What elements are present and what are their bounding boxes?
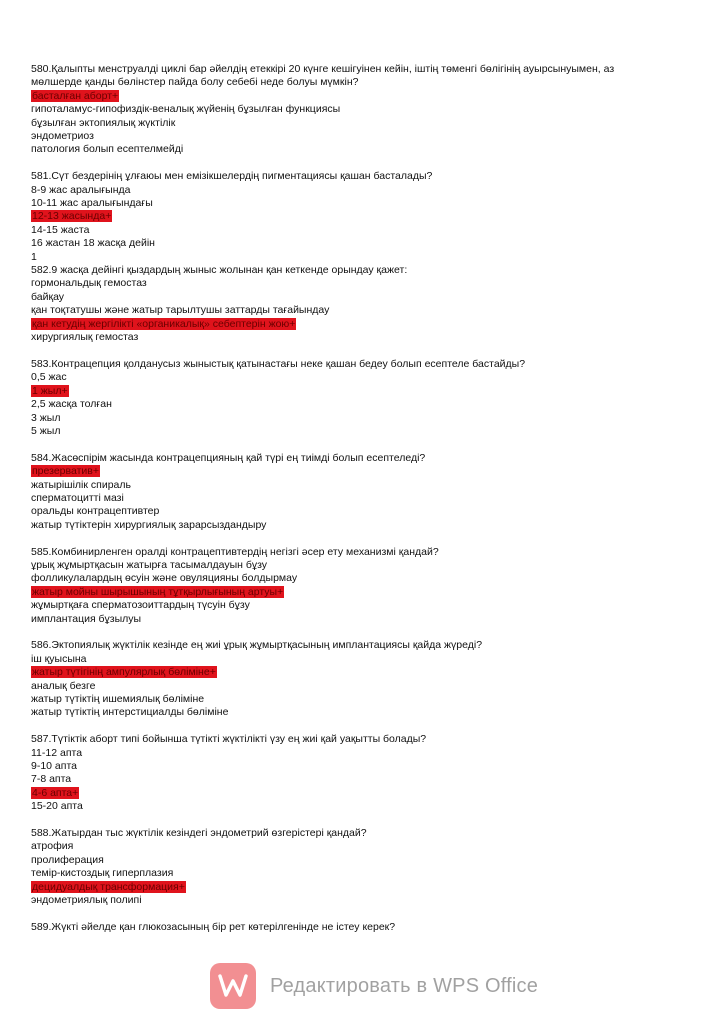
correct-answer [31,385,701,398]
answer-option: гормональдық гемостаз [31,277,147,290]
correct-answer [31,465,701,478]
correct-answer-highlight: қан кетудің жергілікті «органикалық» себептерін жою+ [32,317,296,330]
answer-option: 10-11 жас аралығындағы [31,197,153,210]
answer-option: іш қуысына [31,652,87,665]
question-text: 582.9 жасқа дейінгі қыздардың жыныс жолынан қан кеткенде орындау қажет: [31,264,408,277]
answer-option: 3 жыл [31,411,61,424]
answer-option: 9-10 апта [31,760,77,773]
answer-option: патология болып есептелмейді [31,143,184,156]
answer-option: 7-8 апта [31,773,72,786]
answer-option: аналық безге [31,679,96,692]
correct-answer [31,666,701,679]
answer-option: жатыр түтіктің интерстициалды бөлiмiне [31,706,229,719]
correct-answer [31,318,701,331]
question-gap [31,438,701,451]
answer-option: жатыр түтіктің ишемиялық бөлiмiне [31,693,205,706]
answer-option: имплантация бұзылуы [31,612,142,625]
correct-answer-highlight: жатыр түтігінің ампулярлық бөлiмiне+ [32,666,216,679]
question-gap [31,907,701,920]
answer-option: 11-12 апта [31,746,83,759]
question-text: 589.Жүкті әйелде қан глюкозасының бір рет көтерілгенінде не істеу керек? [31,920,396,933]
question-text: 587.Түтіктік аборт типі бойынша түтікті жүктілікті үзу ең жиі қай уақытты болады? [31,733,427,746]
answer-option: жатырішілік спираль [31,478,131,491]
question-text: 580.Қалыпты менструалді циклі бар әйелдің етеккірі 20 күнге кешігуінен кейін, іштің төменгі бөлігінің ауырсынуымен, аз [31,63,615,75]
correct-answer-highlight: 12-13 жасында+ [32,210,112,223]
answer-option: 1 [31,250,37,263]
wps-edit-banner[interactable] [210,962,540,1010]
answer-option: байқау [31,290,65,303]
answer-option: атрофия [31,840,74,853]
question-text: 588.Жатырдан тыс жүктілік кезіндегі эндометрий өзгерістері қандай? [31,827,367,840]
question-gap [31,626,701,639]
wps-logo-icon [210,963,256,1009]
answer-option: ұрық жұмыртқасын жатырға тасымалдауын бұзу [31,558,268,571]
question-gap [31,814,701,827]
correct-answer-highlight: презерватив+ [32,465,99,478]
answer-option: хирургиялық гемостаз [31,331,139,344]
answer-option: қан тоқтатушы және жатыр тарылтушы заттарды тағайындау [31,304,330,317]
answer-option: 0,5 жас [31,371,67,384]
correct-answer-highlight: басталған аборт+ [32,89,119,102]
answer-option: 15-20 апта [31,800,83,813]
wps-edit-label: Редактировать в WPS Office [270,974,539,997]
answer-option: 5 жыл [31,424,61,437]
question-text: 583.Контрацепция қолданусыз жыныстық қатынастағы неке қашан бедеу болып есептеле бастайды? [31,357,526,370]
correct-answer [31,90,701,103]
correct-answer-highlight: 1 жыл+ [32,384,68,397]
question-text: 584.Жасөспірім жасында контрацепцияның қай түрі ең тиімді болып есептеледі? [31,451,426,464]
question-text: 585.Комбинирленген оралді контрацептивтердің негізгі әсер ету механизмі қандай? [31,545,439,558]
correct-answer [31,787,701,800]
answer-option: жатыр түтіктерін хирургиялық зарарсыздандыру [31,518,267,531]
answer-option: эндометриоз [31,130,94,143]
correct-answer-highlight: жатыр мойны шырышының тұтқырлығының артуы+ [32,585,284,598]
correct-answer [31,586,701,599]
answer-option: фолликулалардың өсуін және овуляцияны болдырмау [31,572,298,585]
question-text: 586.Эктопиялық жүктілік кезінде ең жиі ұрық жұмыртқасының имплантациясы қайда жүреді? [31,639,483,652]
answer-option: эндометриялық полипі [31,894,142,907]
question-text: мөлшерде қанды бөлінстер пайда болу себебі неде болуы мүмкін? [31,76,359,89]
answer-option: 16 жастан 18 жасқа дейін [31,237,155,250]
question-gap [31,157,701,170]
question-text: 581.Сүт бездерінің ұлғаюы мен емізікшелердің пигментациясы қашан басталады? [31,170,433,183]
answer-option: 14-15 жаста [31,223,90,236]
correct-answer [31,210,701,223]
question-gap [31,532,701,545]
answer-option: оральды контрацептивтер [31,505,160,518]
answer-option: гипоталамус-гипофиздік-веналық жүйенің бұзылған функциясы [31,103,341,116]
correct-answer-highlight: децидуалдық трансформация+ [32,880,185,893]
answer-option: бұзылған эктопиялық жүктілік [31,116,176,129]
answer-option: пролиферация [31,853,104,866]
question-gap [31,345,701,358]
question-gap [31,720,701,733]
correct-answer-highlight: 4-6 апта+ [32,786,79,799]
answer-option: темір-кистоздық гиперплазия [31,867,174,880]
answer-option: жұмыртқаға сперматозоиттардың түсуін бұзу [31,599,250,612]
correct-answer [31,881,701,894]
answer-option: сперматоцитті мазі [31,491,124,504]
answer-option: 2,5 жасқа толған [31,398,112,411]
answer-option: 8-9 жас аралығында [31,183,131,196]
document-page [31,63,701,934]
